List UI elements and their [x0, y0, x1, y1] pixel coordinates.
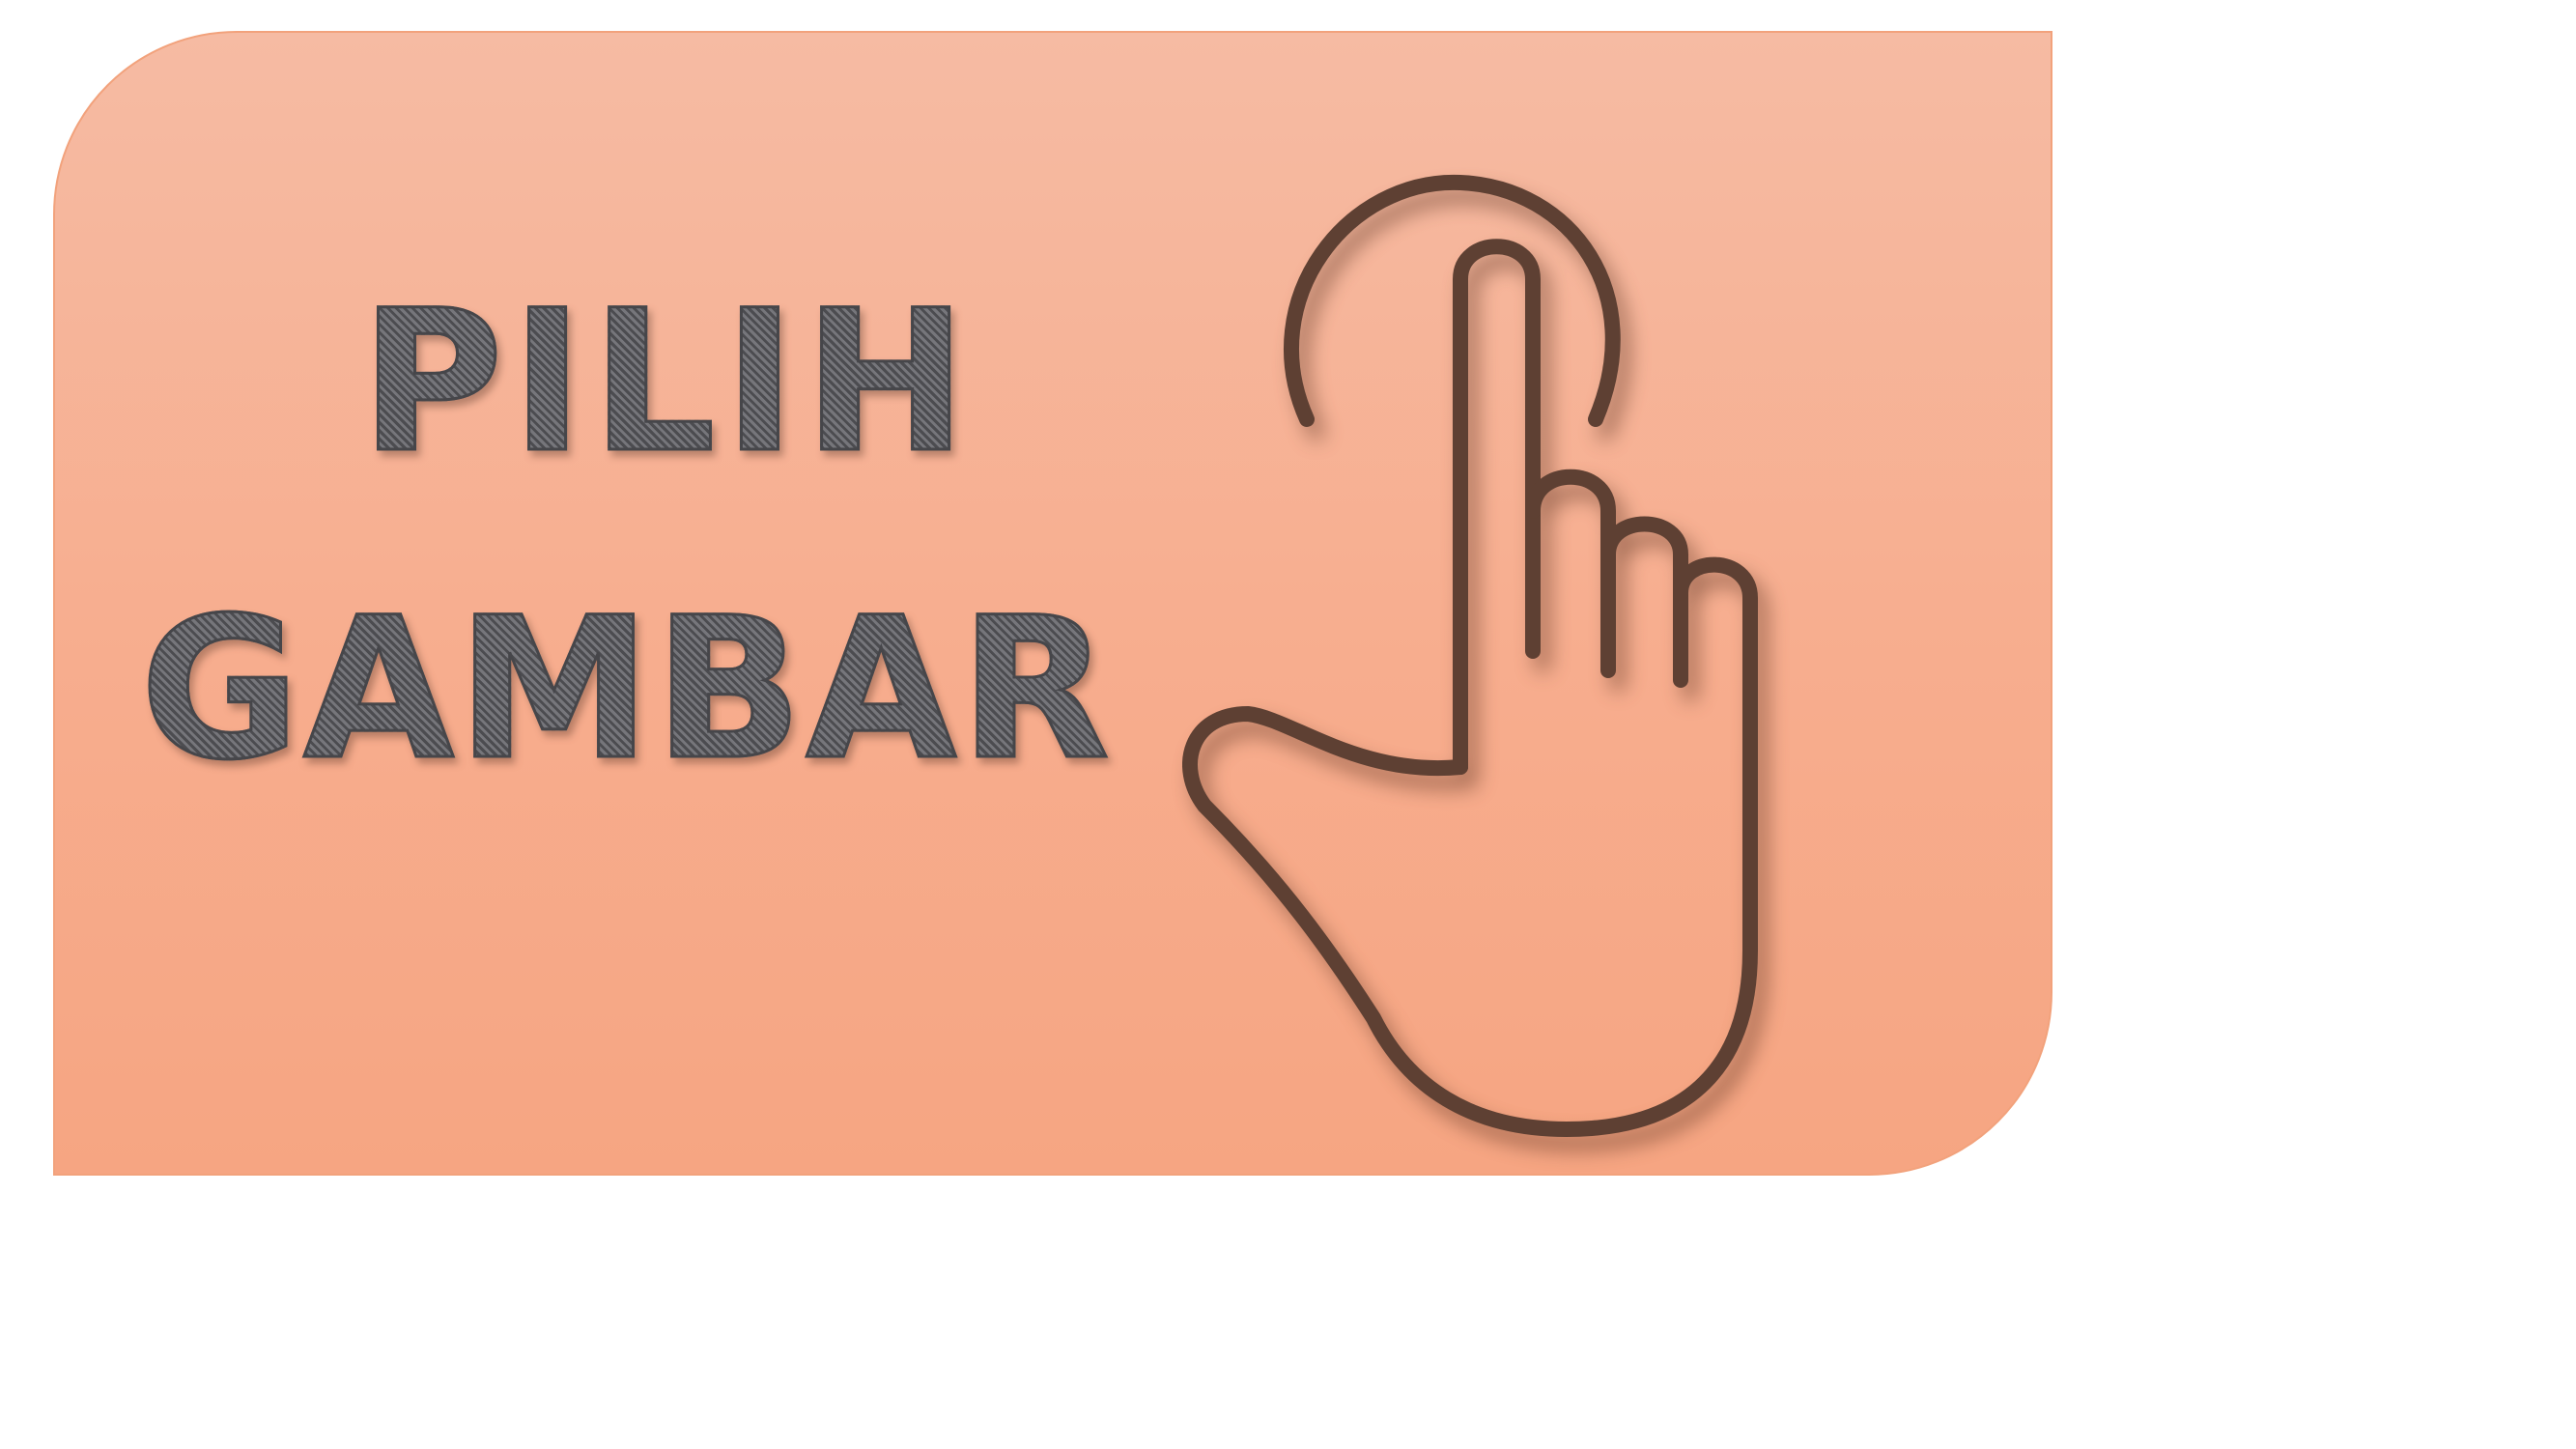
ring-finger	[1608, 525, 1681, 681]
tap-ripple-arc	[1291, 183, 1613, 419]
palm-and-thumb	[1190, 565, 1750, 1129]
pointing-hand-tap-icon	[1146, 100, 1996, 1176]
middle-finger	[1533, 477, 1608, 670]
index-finger	[1460, 246, 1533, 767]
pick-image-button[interactable]	[53, 31, 2052, 1176]
button-label-line-1: PILIH	[360, 268, 976, 496]
button-label-line-2: GAMBAR	[140, 575, 1113, 803]
